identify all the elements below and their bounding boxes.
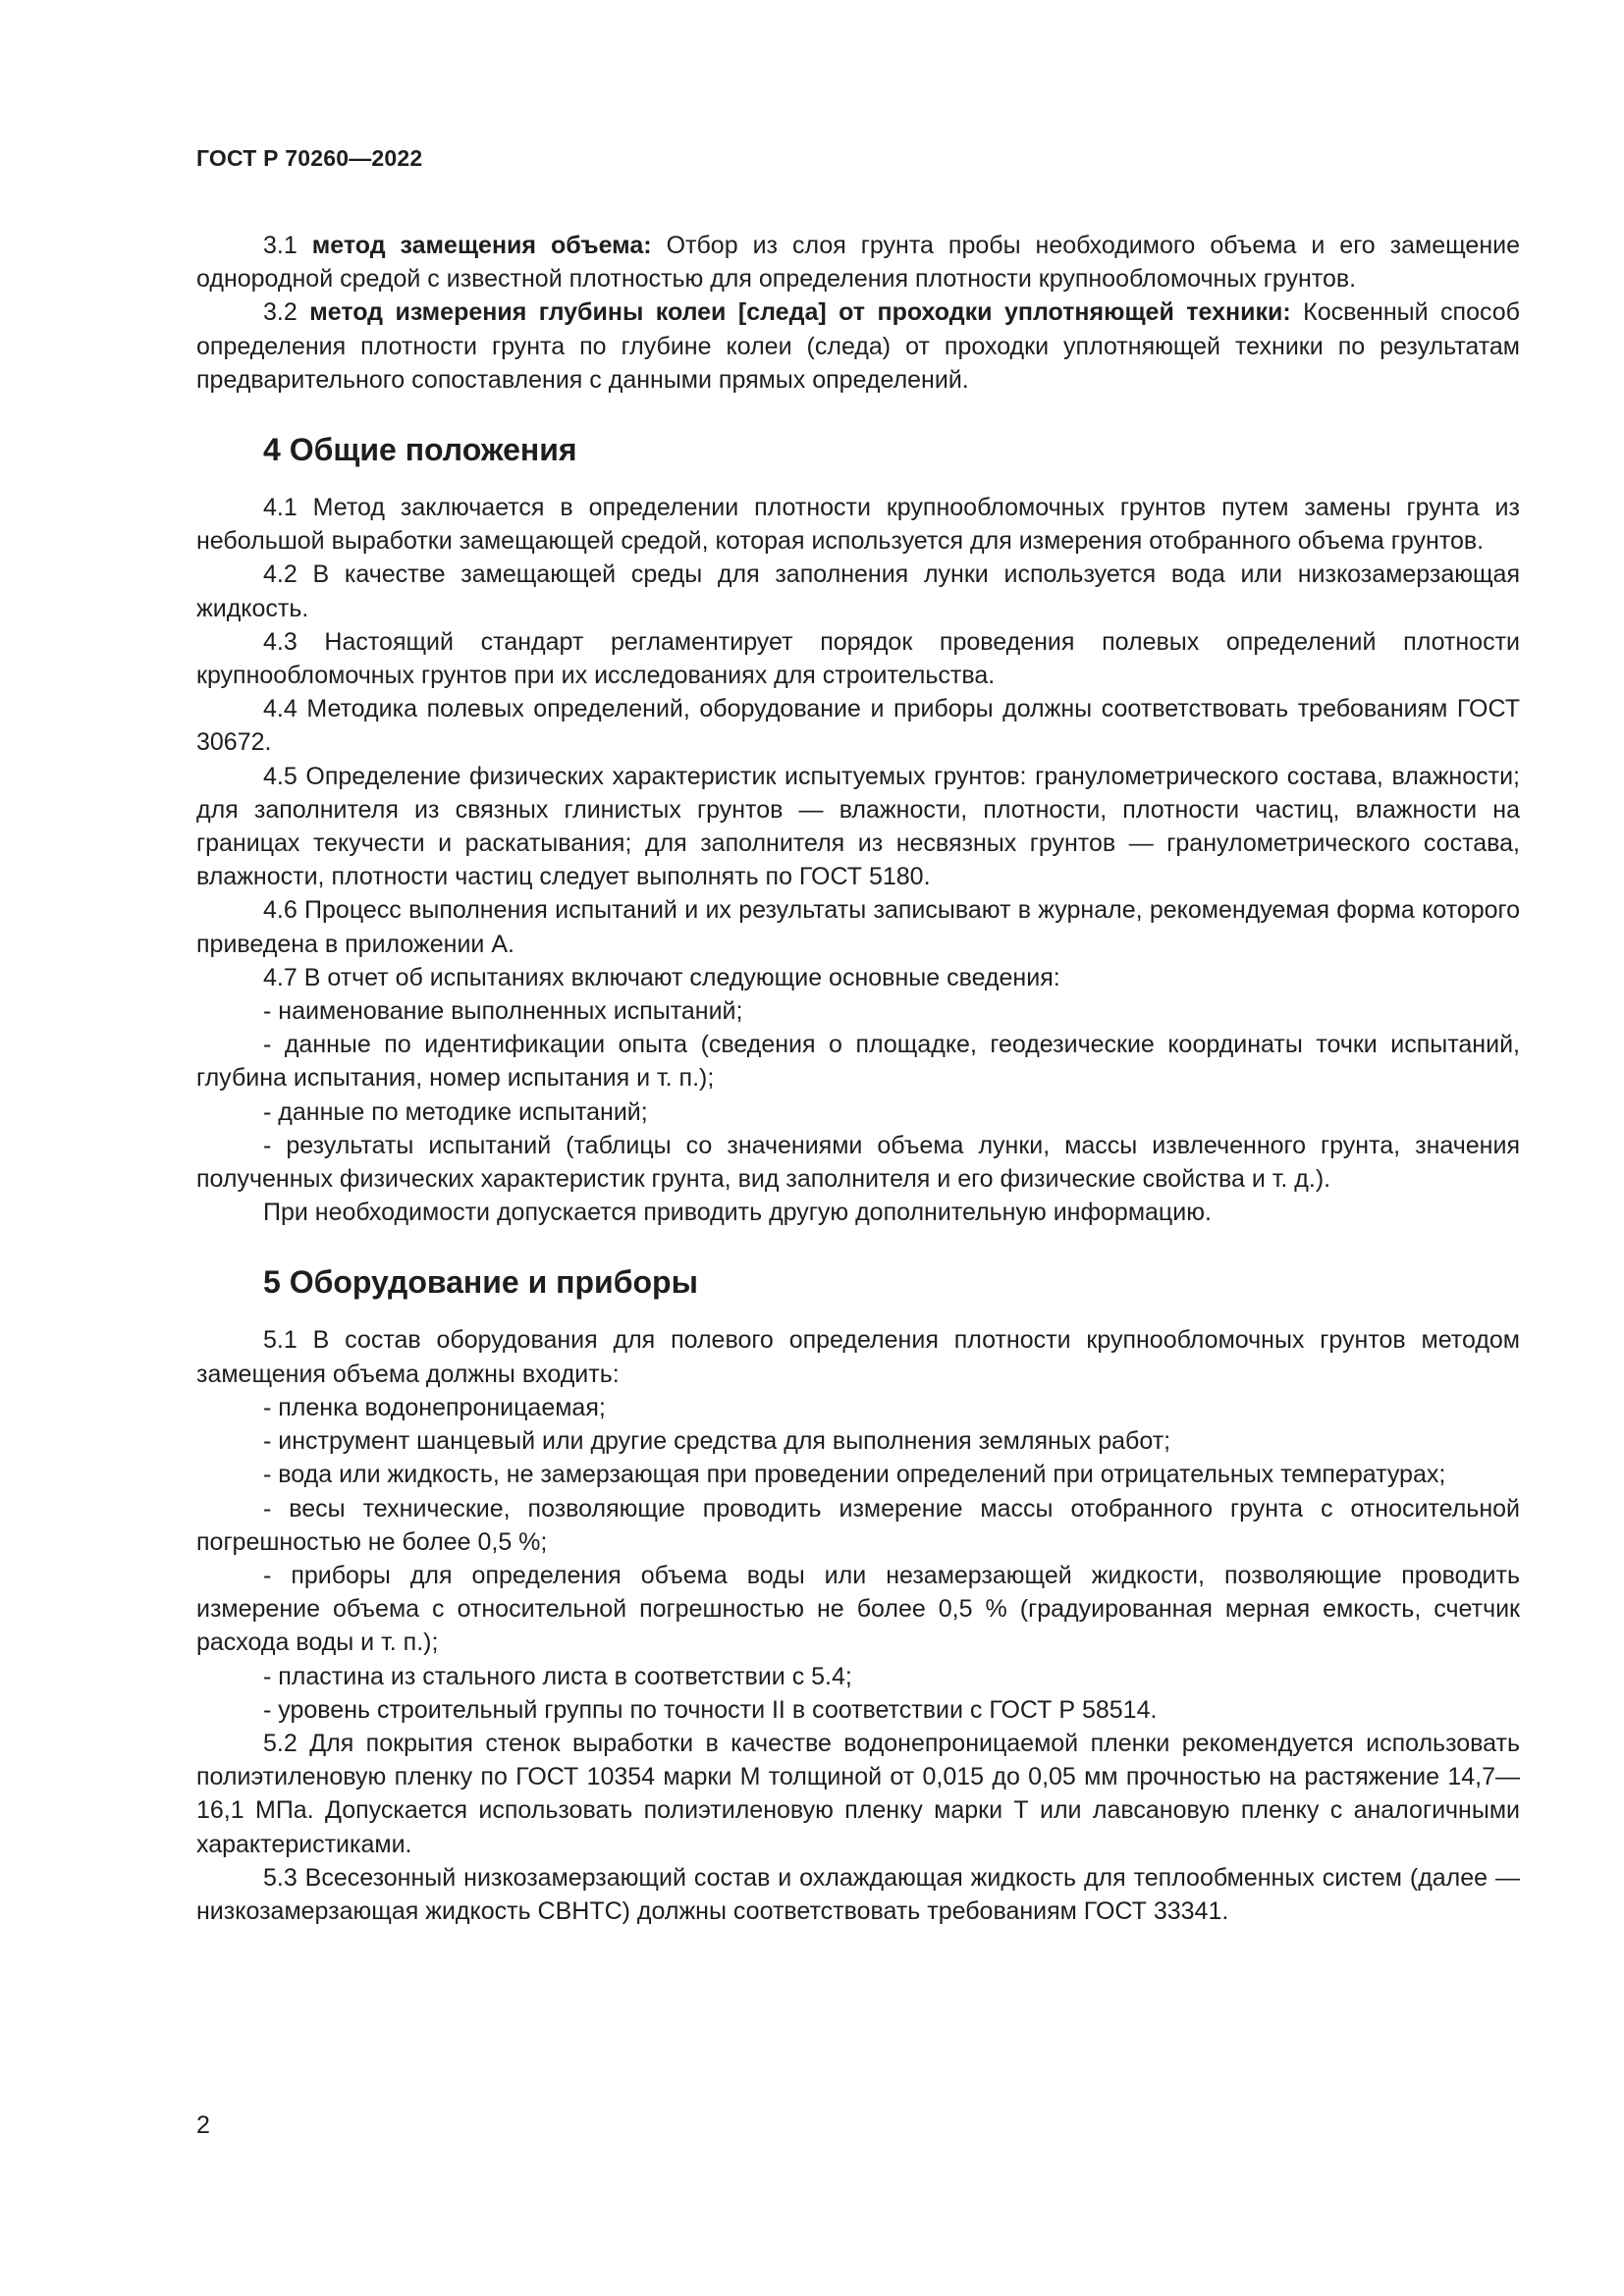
- page-number: 2: [196, 2111, 210, 2139]
- list-item: - наименование выполненных испытаний;: [263, 997, 743, 1026]
- list-item: - пластина из стального листа в соответствии с 5.4;: [263, 1662, 852, 1690]
- clause-4-4: 4.4 Методика полевых определений, оборудование и приборы должны соответствовать требованиям ГОСТ 30672.: [196, 695, 1520, 757]
- list-item: - результаты испытаний (таблицы со значениями объема лунки, массы извлеченного грунта, значения полученных физических характеристик грунта, вид заполнителя и его физические свойства и т. д.).: [196, 1131, 1520, 1194]
- definition: Отбор из слоя грунта пробы необходимого объема и его замещение однородной средой с известной плотностью для определения плотности крупнообломочных грунтов.: [196, 232, 1520, 294]
- clause-3-1: [196, 229, 1520, 295]
- clause-3-2: [196, 295, 1520, 397]
- list-item: - инструмент шанцевый или другие средства для выполнения земляных работ;: [263, 1427, 1171, 1456]
- clause-4-5: 4.5 Определение физических характеристик испытуемых грунтов: гранулометрического состава, влажности; для заполнителя из связных глинистых грунтов — влажности, плотности, плотности частиц, влажности на границах текучести и раскатывания; для заполнителя из несвязных грунтов — гранулометрического состава, влажности, плотности частиц следует выполнять по ГОСТ 5180.: [196, 762, 1520, 891]
- clause-4-3: 4.3 Настоящий стандарт регламентирует порядок проведения полевых определений плотности крупнообломочных грунтов при их исследованиях для строительства.: [196, 627, 1520, 690]
- list-item: - вода или жидкость, не замерзающая при проведении определений при отрицательных температурах;: [263, 1461, 1446, 1489]
- term: метод замещения объема:: [311, 232, 652, 259]
- clause-4-7: 4.7 В отчет об испытаниях включают следующие основные сведения:: [263, 963, 1060, 991]
- clause-5-2: 5.2 Для покрытия стенок выработки в качестве водонепроницаемой пленки рекомендуется использовать полиэтиленовую пленку по ГОСТ 10354 марки М толщиной от 0,015 до 0,05 мм прочностью на растяжение 14,7—16,1 МПа. Допускается использовать полиэтиленовую пленку марки Т или лавсановую пленку с аналогичными характеристиками.: [196, 1729, 1520, 1858]
- clause-number: 3.1: [263, 232, 298, 259]
- clause-4-1: 4.1 Метод заключается в определении плотности крупнообломочных грунтов путем замены грунта из небольшой выработки замещающей средой, которая используется для измерения отобранного объема грунтов.: [196, 494, 1520, 556]
- list-item: - пленка водонепроницаемая;: [263, 1393, 606, 1421]
- section-5-heading: 5 Оборудование и приборы: [263, 1264, 698, 1301]
- list-item: - данные по методике испытаний;: [263, 1097, 648, 1126]
- clause-4-6: 4.6 Процесс выполнения испытаний и их результаты записывают в журнале, рекомендуемая форма которого приведена в приложении А.: [196, 896, 1520, 958]
- clause-5-1: 5.1 В состав оборудования для полевого определения плотности крупнообломочных грунтов методом замещения объема должны входить:: [196, 1326, 1520, 1388]
- document-page: [196, 145, 1520, 1928]
- list-item: - данные по идентификации опыта (сведения о площадке, геодезические координаты точки испытаний, глубина испытания, номер испытания и т. п.);: [196, 1031, 1520, 1093]
- list-item: - приборы для определения объема воды или незамерзающей жидкости, позволяющие проводить измерение объема с относительной погрешностью не более 0,5 % (градуированная мерная емкость, счетчик расхода воды и т. п.);: [196, 1561, 1520, 1657]
- list-item: - уровень строительный группы по точности II в соответствии с ГОСТ Р 58514.: [263, 1695, 1158, 1724]
- clause-4-2: 4.2 В качестве замещающей среды для заполнения лунки используется вода или низкозамерзающая жидкость.: [196, 561, 1520, 622]
- term: метод измерения глубины колеи [следа] от проходки уплотняющей техники:: [309, 298, 1291, 327]
- document-code-header: ГОСТ Р 70260—2022: [196, 145, 423, 171]
- clause-5-3: 5.3 Всесезонный низкозамерзающий состав и охлаждающая жидкость для теплообменных систем (далее — низкозамерзающая жидкость СВНТС) должны соответствовать требованиям ГОСТ 33341.: [196, 1863, 1520, 1925]
- clause-number: 3.2: [263, 298, 298, 327]
- list-item: - весы технические, позволяющие проводить измерение массы отобранного грунта с относительной погрешностью не более 0,5 %;: [196, 1494, 1520, 1556]
- section-4-heading: 4 Общие положения: [263, 432, 577, 468]
- definition: Косвенный способ определения плотности грунта по глубине колеи (следа) от проходки уплотняющей техники по результатам предварительного сопоставления с данными прямых определений.: [196, 298, 1520, 394]
- closing-note: При необходимости допускается приводить другую дополнительную информацию.: [263, 1199, 1212, 1227]
